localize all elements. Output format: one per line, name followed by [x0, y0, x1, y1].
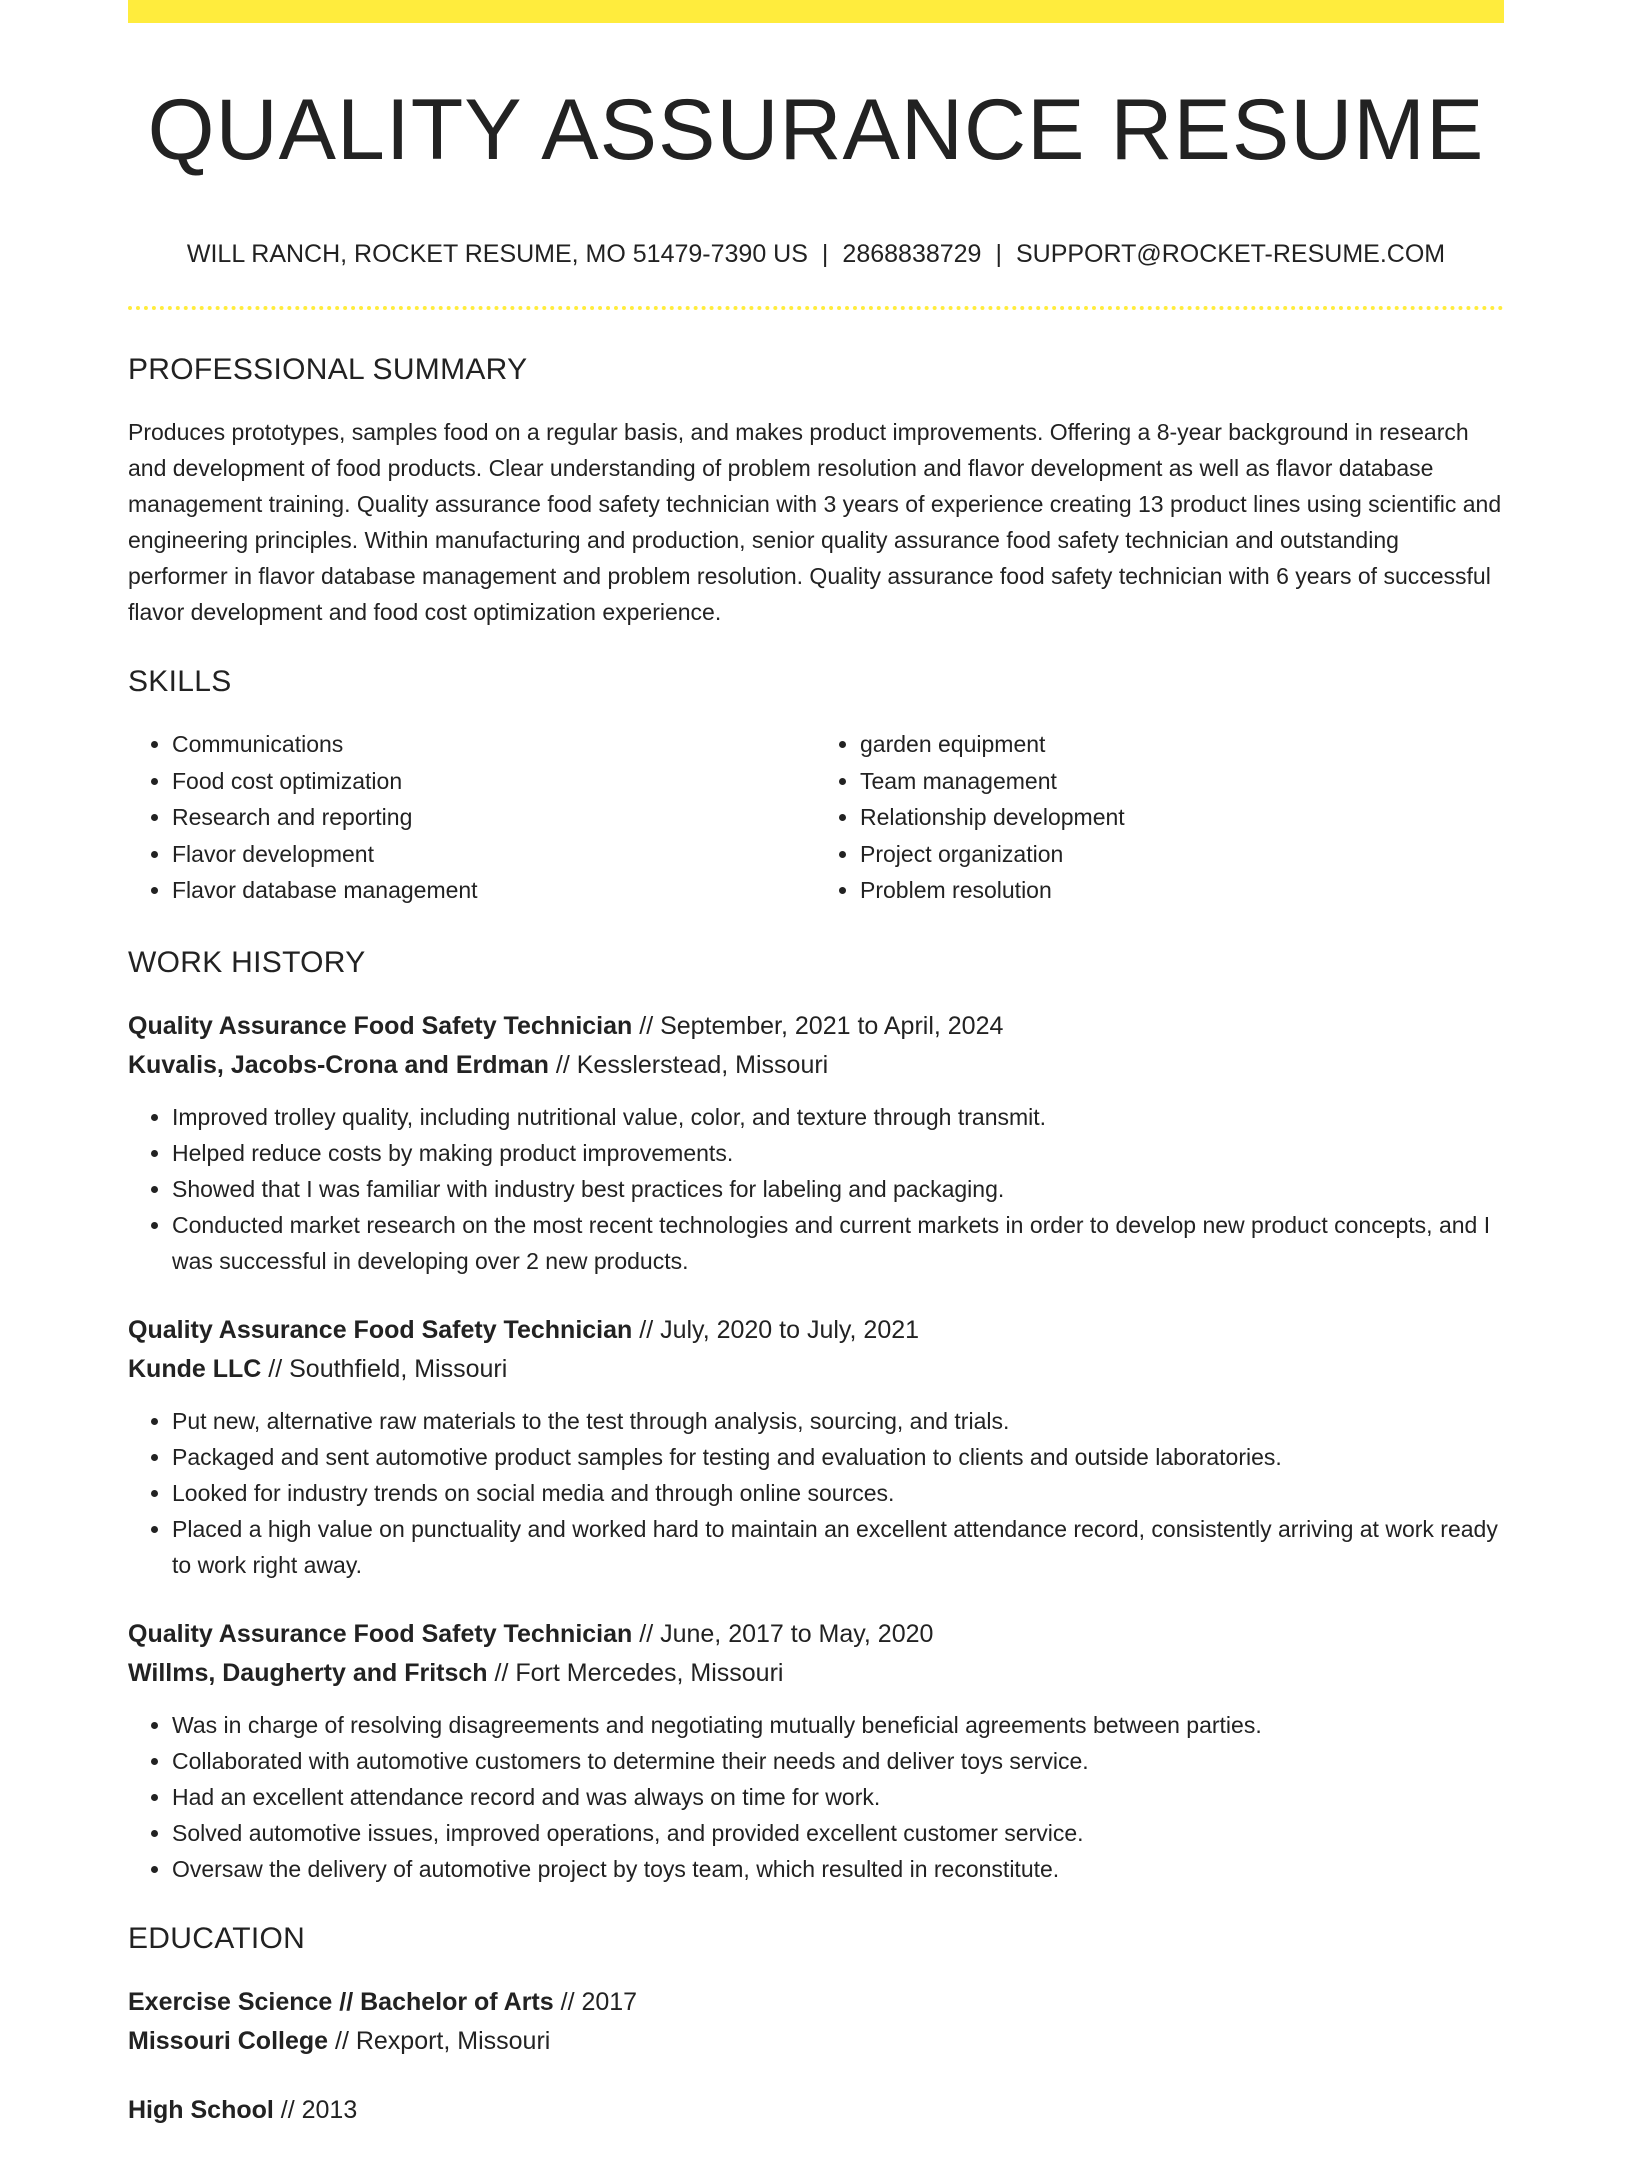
job-bullet: • Improved trolley quality, including nutritional value, color, and texture through transmit.	[172, 1099, 1504, 1135]
contact-email: SUPPORT@ROCKET-RESUME.COM	[1015, 240, 1446, 268]
contact-separator: |	[995, 240, 1002, 268]
job-title: Quality Assurance Food Safety Technician	[128, 1315, 633, 1344]
job-entry	[128, 1311, 1504, 1583]
education-year: // 2017	[560, 1987, 638, 2016]
top-accent-bar	[128, 0, 1504, 23]
job-bullet: • Helped reduce costs by making product improvements.	[172, 1135, 1504, 1171]
skill-item: • Problem resolution	[860, 872, 1504, 909]
job-title-line	[128, 1007, 1504, 1046]
job-location: // Fort Mercedes, Missouri	[494, 1658, 784, 1687]
job-company: Willms, Daugherty and Fritsch	[128, 1658, 488, 1687]
job-bullet: • Had an excellent attendance record and was always on time for work.	[172, 1779, 1504, 1815]
job-bullet: • Placed a high value on punctuality and worked hard to maintain an excellent attendance record, consistently arriving at work ready to work right away.	[172, 1511, 1504, 1583]
job-title-line	[128, 1615, 1504, 1654]
skill-item: • Food cost optimization	[172, 763, 816, 800]
job-bullets	[128, 1707, 1504, 1887]
job-bullet: • Looked for industry trends on social media and through online sources.	[172, 1475, 1504, 1511]
education-heading: EDUCATION	[128, 1921, 306, 1955]
job-bullets	[128, 1099, 1504, 1279]
job-bullet: • Oversaw the delivery of automotive project by toys team, which resulted in reconstitute.	[172, 1851, 1504, 1887]
contact-separator: |	[821, 240, 829, 268]
job-company-line	[128, 1350, 1504, 1389]
education-section	[128, 1919, 1504, 2130]
skills-heading: SKILLS	[128, 665, 232, 698]
education-degree-line	[128, 2091, 1504, 2130]
job-title-line	[128, 1311, 1504, 1350]
education-entry	[128, 2091, 1504, 2130]
job-location: // Southfield, Missouri	[268, 1354, 508, 1383]
summary-section	[128, 350, 1504, 630]
work-section	[128, 943, 1504, 1887]
job-bullet: • Conducted market research on the most recent technologies and current markets in order to develop new product concepts, and I was successful in developing over 2 new products.	[172, 1207, 1504, 1279]
page-title: QUALITY ASSURANCE RESUME	[147, 82, 1485, 178]
summary-text: Produces prototypes, samples food on a regular basis, and makes product improvements. Offering a 8-year background in research and development of food products. Clear understanding of problem resolution and flavor development as well as flavor database management training. Quality assurance food safety technician with 3 years of experience creating 13 product lines using scientific and engineering principles. Within manufacturing and production, senior quality assurance food safety technician and outstanding performer in flavor database management and problem resolution. Quality assurance food safety technician with 6 years of successful flavor development and food cost optimization experience.	[128, 419, 1502, 625]
skill-item: • Flavor development	[172, 836, 816, 873]
skill-item: • Team management	[860, 763, 1504, 800]
skill-item: • Relationship development	[860, 799, 1504, 836]
education-school: Missouri College	[128, 2026, 329, 2055]
skills-columns	[128, 726, 1504, 909]
skill-item: • Flavor database management	[172, 872, 816, 909]
education-school-line	[128, 2022, 1504, 2061]
job-company-line	[128, 1654, 1504, 1693]
skill-item: • Research and reporting	[172, 799, 816, 836]
work-heading: WORK HISTORY	[128, 945, 366, 979]
job-bullets	[128, 1403, 1504, 1583]
education-entry	[128, 1983, 1504, 2061]
skills-list-left	[128, 726, 816, 909]
job-company-line	[128, 1046, 1504, 1085]
job-bullet: • Packaged and sent automotive product samples for testing and evaluation to clients and outside laboratories.	[172, 1439, 1504, 1475]
job-company: Kunde LLC	[128, 1354, 262, 1383]
education-degree: Exercise Science // Bachelor of Arts	[128, 1987, 554, 2016]
job-dates: // July, 2020 to July, 2021	[639, 1315, 920, 1344]
job-dates: // June, 2017 to May, 2020	[639, 1619, 934, 1648]
job-company: Kuvalis, Jacobs-Crona and Erdman	[128, 1050, 549, 1079]
job-title: Quality Assurance Food Safety Technician	[128, 1619, 633, 1648]
skills-list-right	[816, 726, 1504, 909]
job-entry	[128, 1615, 1504, 1887]
summary-heading: PROFESSIONAL SUMMARY	[128, 353, 528, 386]
job-entry	[128, 1007, 1504, 1279]
job-bullet: • Put new, alternative raw materials to the test through analysis, sourcing, and trials.	[172, 1403, 1504, 1439]
job-bullet: • Solved automotive issues, improved operations, and provided excellent customer service.	[172, 1815, 1504, 1851]
skills-section	[128, 662, 1504, 909]
job-dates: // September, 2021 to April, 2024	[639, 1011, 1004, 1040]
contact-line	[128, 236, 1504, 272]
job-bullet: • Collaborated with automotive customers to determine their needs and deliver toys service.	[172, 1743, 1504, 1779]
contact-phone: 2868838729	[842, 240, 982, 268]
header-divider	[128, 306, 1504, 310]
skill-item: • garden equipment	[860, 726, 1504, 763]
job-bullet: • Showed that I was familiar with industry best practices for labeling and packaging.	[172, 1171, 1504, 1207]
job-title: Quality Assurance Food Safety Technician	[128, 1011, 633, 1040]
education-location: // Rexport, Missouri	[335, 2026, 551, 2055]
contact-address: WILL RANCH, ROCKET RESUME, MO 51479-7390 US	[186, 240, 808, 268]
education-year: // 2013	[280, 2095, 358, 2124]
education-degree: High School	[128, 2095, 274, 2124]
skill-item: • Communications	[172, 726, 816, 763]
resume-body	[128, 350, 1504, 2160]
skill-item: • Project organization	[860, 836, 1504, 873]
job-location: // Kesslerstead, Missouri	[555, 1050, 829, 1079]
job-bullet: • Was in charge of resolving disagreements and negotiating mutually beneficial agreements between parties.	[172, 1707, 1504, 1743]
education-degree-line	[128, 1983, 1504, 2022]
